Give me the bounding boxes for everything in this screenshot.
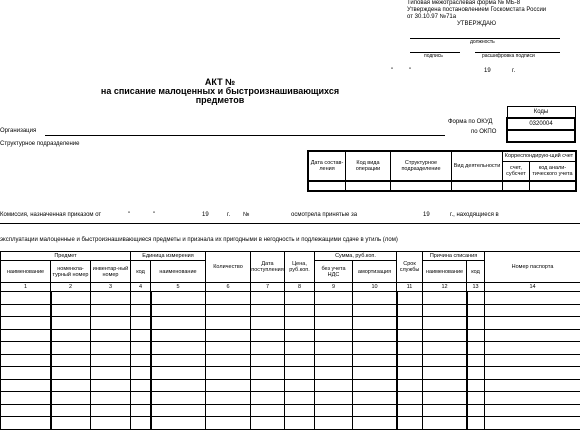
table-cell[interactable]: [467, 379, 485, 392]
table-cell[interactable]: [485, 329, 580, 342]
table-cell[interactable]: [397, 404, 423, 417]
col-num: 7: [251, 283, 285, 292]
table-cell[interactable]: [315, 329, 353, 342]
table-cell[interactable]: [423, 417, 467, 430]
table-cell[interactable]: [251, 354, 285, 367]
commission-text-4: эксплуатации малоценные и быстроизнашивающиеся предметы и признала их пригодными в негодность и подлежащими сдаче в утиль (лом): [0, 237, 398, 244]
col-term-header: Срок службы: [397, 252, 423, 283]
table-cell[interactable]: [397, 329, 423, 342]
table-cell[interactable]: [151, 379, 206, 392]
table-row: [1, 342, 580, 355]
act-title: АКТ №: [0, 77, 440, 87]
commission-text-2: осмотрела принятые за: [291, 212, 357, 219]
table-cell[interactable]: [91, 342, 131, 355]
meta-cell: [346, 181, 391, 191]
col-num: 14: [485, 283, 580, 292]
col-sum-amort: амортизация: [353, 261, 397, 283]
table-cell[interactable]: [1, 292, 51, 305]
items-table-body: [1, 292, 580, 430]
items-table: [0, 251, 580, 430]
date-quote-close: ": [409, 68, 411, 75]
table-cell[interactable]: [151, 354, 206, 367]
col-num: 12: [423, 283, 467, 292]
col-sum-header: Сумма, руб.коп.: [315, 252, 397, 261]
okud-value: 0320004: [507, 118, 575, 130]
codes-header: Коды: [507, 107, 575, 119]
table-cell[interactable]: [285, 354, 315, 367]
table-cell[interactable]: [485, 367, 580, 380]
table-cell[interactable]: [315, 304, 353, 317]
table-cell[interactable]: [206, 304, 251, 317]
table-cell[interactable]: [251, 404, 285, 417]
meta-cell: [391, 181, 452, 191]
table-cell[interactable]: [206, 379, 251, 392]
table-cell[interactable]: [423, 317, 467, 330]
table-cell[interactable]: [315, 292, 353, 305]
table-cell[interactable]: [131, 342, 151, 355]
col-num: 2: [51, 283, 91, 292]
table-cell[interactable]: [91, 329, 131, 342]
organization-label: Организация: [0, 128, 36, 135]
col-num: 13: [467, 283, 485, 292]
col-reason-name: наименование: [423, 261, 467, 283]
table-row: [1, 379, 580, 392]
table-cell[interactable]: [423, 392, 467, 405]
table-cell[interactable]: [353, 342, 397, 355]
table-cell[interactable]: [353, 379, 397, 392]
table-cell[interactable]: [51, 329, 91, 342]
table-cell[interactable]: [91, 367, 131, 380]
col-item-nom: номенкла-турный номер: [51, 261, 91, 283]
date-year: 19: [484, 68, 491, 75]
table-cell[interactable]: [131, 417, 151, 430]
col-num: 10: [353, 283, 397, 292]
table-row: [1, 392, 580, 405]
table-cell[interactable]: [353, 354, 397, 367]
table-cell[interactable]: [485, 404, 580, 417]
col-num: 11: [397, 283, 423, 292]
table-cell[interactable]: [131, 354, 151, 367]
table-cell[interactable]: [467, 317, 485, 330]
table-cell[interactable]: [315, 404, 353, 417]
table-cell[interactable]: [485, 392, 580, 405]
table-cell[interactable]: [397, 304, 423, 317]
position-caption: должность: [470, 39, 495, 45]
table-cell[interactable]: [467, 404, 485, 417]
table-cell[interactable]: [51, 292, 91, 305]
date-g: г.: [512, 68, 515, 75]
table-cell[interactable]: [423, 329, 467, 342]
commission-quote-close: ": [153, 212, 155, 219]
table-cell[interactable]: [91, 417, 131, 430]
table-cell[interactable]: [315, 317, 353, 330]
col-item-header: Предмет: [1, 252, 131, 261]
table-cell[interactable]: [1, 342, 51, 355]
table-cell[interactable]: [251, 342, 285, 355]
table-cell[interactable]: [315, 342, 353, 355]
col-num: 9: [315, 283, 353, 292]
table-cell[interactable]: [206, 367, 251, 380]
table-cell[interactable]: [251, 392, 285, 405]
table-cell[interactable]: [151, 329, 206, 342]
table-cell[interactable]: [91, 292, 131, 305]
table-cell[interactable]: [1, 392, 51, 405]
table-cell[interactable]: [1, 354, 51, 367]
meta-op-code-header: Код вида операции: [346, 151, 391, 181]
meta-account-header: Корреспондирую-щий счет: [503, 151, 577, 161]
table-cell[interactable]: [251, 292, 285, 305]
table-cell[interactable]: [397, 379, 423, 392]
table-cell[interactable]: [485, 292, 580, 305]
table-cell[interactable]: [285, 404, 315, 417]
meta-cell: [529, 181, 576, 191]
col-reason-header: Причина списания: [423, 252, 485, 261]
okpo-label: по ОКПО: [471, 129, 496, 136]
table-cell[interactable]: [206, 292, 251, 305]
table-cell[interactable]: [131, 379, 151, 392]
table-cell[interactable]: [285, 379, 315, 392]
commission-line: [0, 223, 580, 224]
col-item-inv: инвентар-ный номер: [91, 261, 131, 283]
table-cell[interactable]: [467, 354, 485, 367]
table-cell[interactable]: [423, 342, 467, 355]
meta-date-header: Дата состав-ления: [308, 151, 346, 181]
table-cell[interactable]: [91, 304, 131, 317]
col-date-header: Дата поступления: [251, 252, 285, 283]
col-reason-code: код: [467, 261, 485, 283]
col-num: 5: [151, 283, 206, 292]
table-cell[interactable]: [51, 417, 91, 430]
table-cell[interactable]: [353, 417, 397, 430]
commission-text: Комиссия, назначенная приказом от: [0, 212, 101, 219]
table-cell[interactable]: [353, 317, 397, 330]
table-cell[interactable]: [397, 317, 423, 330]
table-cell[interactable]: [467, 367, 485, 380]
form-type-line: Типовая межотраслевая форма № МБ-8: [407, 0, 520, 7]
table-cell[interactable]: [1, 367, 51, 380]
table-cell[interactable]: [353, 404, 397, 417]
table-cell[interactable]: [91, 317, 131, 330]
department-label: Структурное подразделение: [0, 141, 79, 148]
form-approval-line: Утверждена постановлением Госкомстата России: [407, 7, 546, 14]
table-cell[interactable]: [285, 317, 315, 330]
table-row: [1, 367, 580, 380]
table-cell[interactable]: [353, 329, 397, 342]
table-cell[interactable]: [151, 304, 206, 317]
table-cell[interactable]: [423, 292, 467, 305]
okud-label: Форма по ОКУД: [448, 119, 492, 126]
table-cell[interactable]: [151, 417, 206, 430]
table-cell[interactable]: [51, 304, 91, 317]
table-cell[interactable]: [397, 354, 423, 367]
col-unit-code: код: [131, 261, 151, 283]
table-row: [1, 354, 580, 367]
table-cell[interactable]: [131, 329, 151, 342]
table-row: [1, 292, 580, 305]
act-subtitle: на списание малоценных и быстроизнашивающихся: [0, 86, 440, 96]
table-cell[interactable]: [467, 342, 485, 355]
codes-table: [506, 106, 576, 143]
commission-text-3: г., находящиеся в: [450, 212, 499, 219]
table-cell[interactable]: [51, 342, 91, 355]
table-cell[interactable]: [51, 367, 91, 380]
date-quote-open: ": [391, 68, 393, 75]
col-num: 4: [131, 283, 151, 292]
table-row: [1, 404, 580, 417]
table-cell[interactable]: [423, 354, 467, 367]
table-cell[interactable]: [285, 329, 315, 342]
table-cell[interactable]: [485, 417, 580, 430]
table-cell[interactable]: [397, 367, 423, 380]
table-cell[interactable]: [397, 292, 423, 305]
table-cell[interactable]: [51, 317, 91, 330]
table-cell[interactable]: [315, 367, 353, 380]
table-cell[interactable]: [131, 367, 151, 380]
table-cell[interactable]: [397, 417, 423, 430]
table-cell[interactable]: [151, 404, 206, 417]
table-cell[interactable]: [206, 354, 251, 367]
table-cell[interactable]: [131, 392, 151, 405]
table-cell[interactable]: [467, 392, 485, 405]
table-cell[interactable]: [206, 317, 251, 330]
table-cell[interactable]: [353, 392, 397, 405]
table-cell[interactable]: [485, 379, 580, 392]
table-cell[interactable]: [467, 292, 485, 305]
table-cell[interactable]: [1, 404, 51, 417]
table-cell[interactable]: [423, 367, 467, 380]
table-cell[interactable]: [397, 392, 423, 405]
table-cell[interactable]: [151, 317, 206, 330]
table-cell[interactable]: [206, 404, 251, 417]
meta-cell: [503, 181, 530, 191]
col-unit-name: наименование: [151, 261, 206, 283]
table-cell[interactable]: [1, 379, 51, 392]
form-date-line: от 30.10.97 №71а: [407, 14, 456, 21]
table-cell[interactable]: [315, 379, 353, 392]
col-num: 6: [206, 283, 251, 292]
table-cell[interactable]: [91, 392, 131, 405]
table-cell[interactable]: [485, 304, 580, 317]
table-cell[interactable]: [315, 392, 353, 405]
table-cell[interactable]: [206, 342, 251, 355]
table-cell[interactable]: [91, 404, 131, 417]
table-cell[interactable]: [131, 304, 151, 317]
meta-analytic-header: код анали-тического учета: [529, 161, 576, 181]
table-cell[interactable]: [51, 392, 91, 405]
act-subtitle-2: предметов: [0, 95, 440, 105]
table-cell[interactable]: [251, 379, 285, 392]
table-cell[interactable]: [485, 342, 580, 355]
table-cell[interactable]: [423, 379, 467, 392]
table-cell[interactable]: [51, 354, 91, 367]
table-cell[interactable]: [315, 354, 353, 367]
okpo-value: [507, 130, 575, 142]
table-cell[interactable]: [353, 292, 397, 305]
table-cell[interactable]: [206, 417, 251, 430]
table-cell[interactable]: [1, 317, 51, 330]
table-cell[interactable]: [285, 392, 315, 405]
col-num: 3: [91, 283, 131, 292]
commission-year: 19: [202, 212, 209, 219]
meta-subaccount-header: счет, субсчет: [503, 161, 530, 181]
meta-department-header: Структурное подразделение: [391, 151, 452, 181]
table-cell[interactable]: [285, 367, 315, 380]
table-cell[interactable]: [131, 317, 151, 330]
table-cell[interactable]: [423, 304, 467, 317]
table-cell[interactable]: [467, 417, 485, 430]
table-cell[interactable]: [423, 404, 467, 417]
table-cell[interactable]: [251, 417, 285, 430]
signature-caption: подпись: [424, 53, 443, 59]
table-cell[interactable]: [485, 354, 580, 367]
col-passport-header: Номер паспорта: [485, 252, 580, 283]
organization-line: [45, 135, 445, 136]
col-item-name: наименование: [1, 261, 51, 283]
meta-activity-header: Вид деятельности: [452, 151, 503, 181]
table-cell[interactable]: [285, 417, 315, 430]
table-cell[interactable]: [1, 417, 51, 430]
table-cell[interactable]: [151, 292, 206, 305]
table-cell[interactable]: [131, 404, 151, 417]
table-cell[interactable]: [467, 304, 485, 317]
table-row: [1, 317, 580, 330]
table-cell[interactable]: [251, 329, 285, 342]
table-row: [1, 329, 580, 342]
col-qty-header: Количество: [206, 252, 251, 283]
table-cell[interactable]: [251, 304, 285, 317]
commission-number: №: [243, 212, 249, 219]
decode-caption: расшифровка подписи: [482, 53, 535, 59]
col-unit-header: Единица измерения: [131, 252, 206, 261]
table-cell[interactable]: [315, 417, 353, 430]
table-cell[interactable]: [1, 329, 51, 342]
table-cell[interactable]: [151, 342, 206, 355]
col-price-header: Цена, руб.коп.: [285, 252, 315, 283]
meta-cell: [308, 181, 346, 191]
table-cell[interactable]: [51, 404, 91, 417]
col-sum-vat: без учета НДС: [315, 261, 353, 283]
table-cell[interactable]: [467, 329, 485, 342]
table-cell[interactable]: [51, 379, 91, 392]
meta-cell: [452, 181, 503, 191]
table-cell[interactable]: [485, 317, 580, 330]
table-cell[interactable]: [251, 367, 285, 380]
table-cell[interactable]: [151, 367, 206, 380]
table-cell[interactable]: [285, 304, 315, 317]
table-cell[interactable]: [397, 342, 423, 355]
table-cell[interactable]: [353, 304, 397, 317]
table-cell[interactable]: [91, 354, 131, 367]
table-cell[interactable]: [353, 367, 397, 380]
commission-quote-open: ": [128, 212, 130, 219]
table-cell[interactable]: [1, 304, 51, 317]
table-cell[interactable]: [91, 379, 131, 392]
table-cell[interactable]: [131, 292, 151, 305]
table-cell[interactable]: [285, 292, 315, 305]
table-cell[interactable]: [206, 329, 251, 342]
meta-table: [307, 150, 577, 192]
col-num: 8: [285, 283, 315, 292]
table-cell[interactable]: [285, 342, 315, 355]
table-row: [1, 417, 580, 430]
table-cell[interactable]: [251, 317, 285, 330]
commission-year-2: 19: [423, 212, 430, 219]
approve-label: УТВЕРЖДАЮ: [457, 21, 496, 28]
table-cell[interactable]: [206, 392, 251, 405]
col-num: 1: [1, 283, 51, 292]
table-cell[interactable]: [151, 392, 206, 405]
commission-g: г.: [227, 212, 230, 219]
table-row: [1, 304, 580, 317]
